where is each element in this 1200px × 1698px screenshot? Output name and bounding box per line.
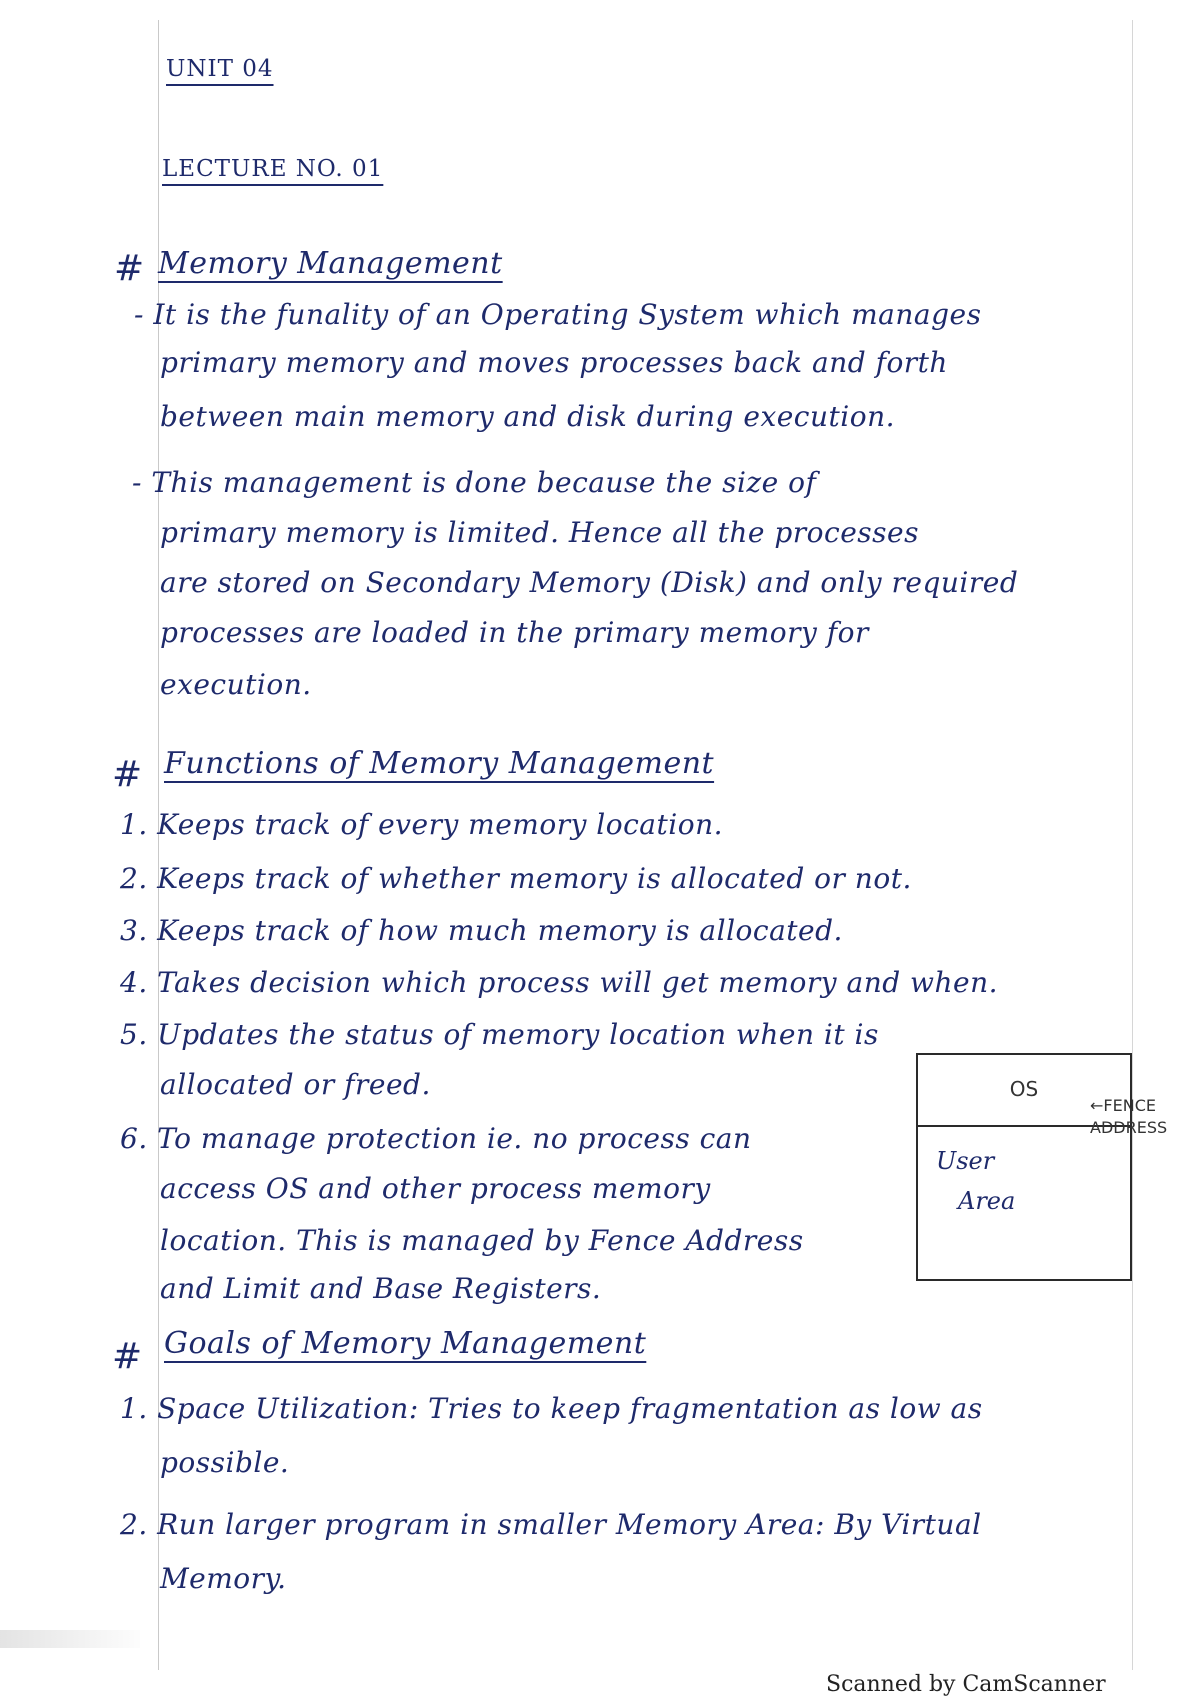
list-item: 1. Space Utilization: Tries to keep fragmentation as low as (120, 1392, 983, 1425)
diagram-os-label: OS (1009, 1077, 1039, 1101)
list-item: allocated or freed. (160, 1068, 431, 1101)
section-hash: # (112, 1336, 143, 1377)
section-title-functions: Functions of Memory Management (164, 746, 715, 781)
section-hash: # (114, 248, 145, 289)
text-line: primary memory and moves processes back and forth (160, 346, 948, 379)
text-line: execution. (160, 668, 312, 701)
text-line: primary memory is limited. Hence all the processes (160, 516, 919, 549)
list-item: location. This is managed by Fence Address (160, 1224, 804, 1257)
margin-line (1132, 20, 1133, 1670)
section-title-memory-management: Memory Management (158, 246, 503, 281)
text-line: processes are loaded in the primary memory for (160, 616, 869, 649)
scan-smudge (0, 1630, 140, 1648)
diagram-user-label: User (936, 1147, 995, 1175)
list-item: 4. Takes decision which process will get memory and when. (120, 966, 999, 999)
list-item: possible. (160, 1446, 290, 1479)
text-line: between main memory and disk during execution. (160, 400, 896, 433)
fence-label-line: ←FENCE (1090, 1096, 1156, 1115)
unit-heading: UNIT 04 (166, 56, 274, 82)
fence-label-line: ADDRESS (1090, 1118, 1168, 1137)
list-item: 3. Keeps track of how much memory is allocated. (120, 914, 843, 947)
text-line: - This management is done because the size of (132, 466, 817, 499)
section-title-goals: Goals of Memory Management (164, 1326, 647, 1361)
list-item: 2. Keeps track of whether memory is allocated or not. (120, 862, 912, 895)
list-item: 5. Updates the status of memory location when it is (120, 1018, 879, 1051)
diagram-area-label: Area (958, 1187, 1016, 1215)
section-hash: # (112, 754, 143, 795)
list-item: and Limit and Base Registers. (160, 1272, 602, 1305)
fence-address-label (1090, 1095, 1167, 1139)
text-line: - It is the funality of an Operating System which manages (134, 298, 982, 331)
list-item: Memory. (160, 1562, 287, 1595)
scanner-watermark: Scanned by CamScanner (826, 1672, 1106, 1697)
list-item: 2. Run larger program in smaller Memory Area: By Virtual (120, 1508, 982, 1541)
list-item: 1. Keeps track of every memory location. (120, 808, 723, 841)
text-line: are stored on Secondary Memory (Disk) and only required (160, 566, 1019, 599)
memory-layout-diagram (916, 1053, 1132, 1281)
list-item: access OS and other process memory (160, 1172, 711, 1205)
list-item: 6. To manage protection ie. no process can (120, 1122, 752, 1155)
lecture-heading: LECTURE NO. 01 (162, 156, 384, 182)
